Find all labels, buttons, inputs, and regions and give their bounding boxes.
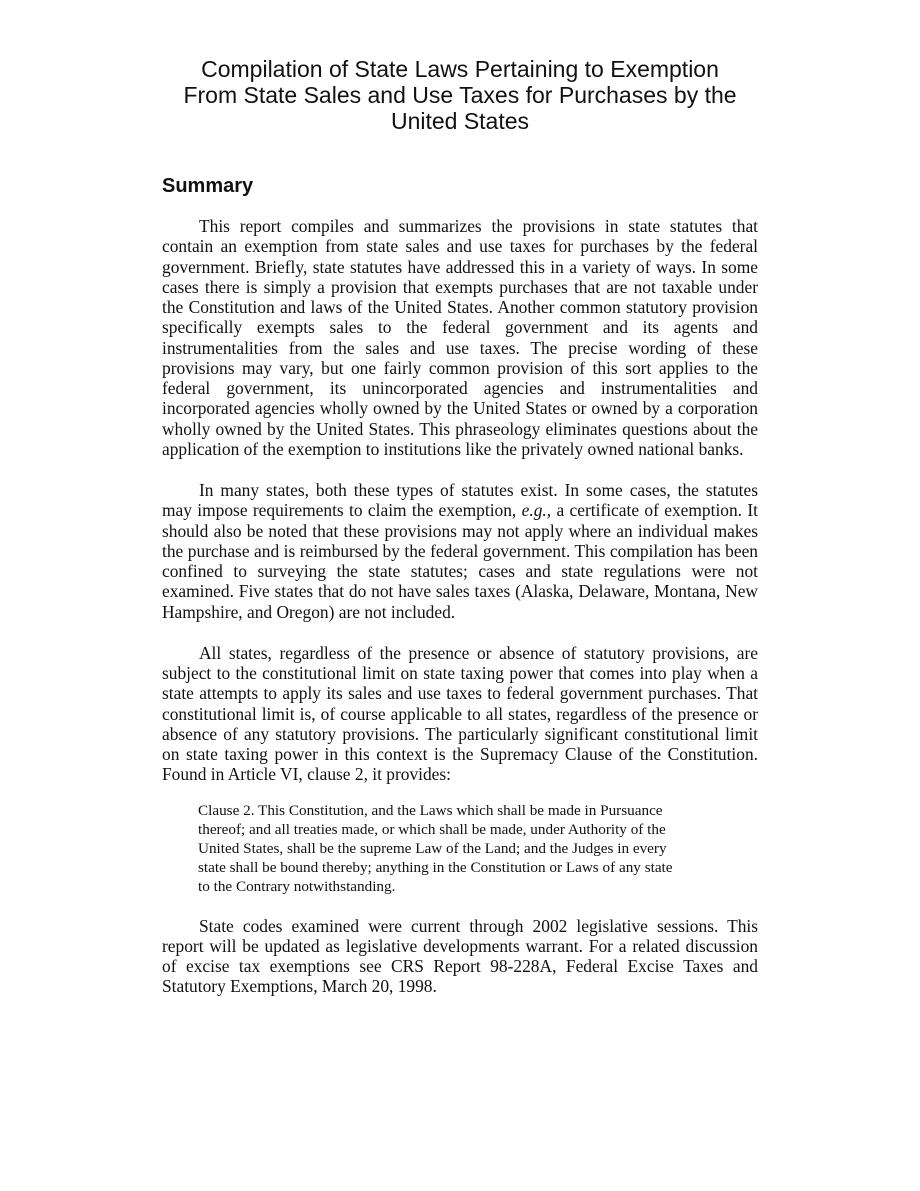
constitution-quote — [198, 801, 722, 897]
summary-paragraph-2 — [162, 480, 758, 622]
quote-line: thereof; and all treaties made, or which shall be made, under Authority of the — [198, 820, 666, 838]
summary-paragraph-4: State codes examined were current through 2002 legislative sessions. This report will be updated as legislative developments warrant. For a related discussion of excise tax exemptions see CRS Report 98-228A, Federal Excise Taxes and Statutory Exemptions, March 20, 1998. — [162, 915, 758, 997]
paragraph-2-text-b: a certificate of exemption. It should also be noted that these provisions may not apply where an individual makes the purchase and is reimbursed by the federal government. This compilation has been confined to surveying the state statutes; cases and state regulations were not examined. Five states that do not have sales taxes (Alaska, Delaware, Montana, New Hampshire, and Oregon) are not included. — [162, 500, 758, 622]
quote-line: United States, shall be the supreme Law of the Land; and the Judges in every — [198, 839, 667, 857]
paragraph-2-text-a: In many states, both these types of statutes exist. In some cases, the statutes may impose requirements to claim the exemption, — [162, 480, 758, 521]
document-page — [162, 56, 758, 997]
title-line: Compilation of State Laws Pertaining to Exemption — [201, 56, 719, 82]
quote-line: state shall be bound thereby; anything in the Constitution or Laws of any state — [198, 859, 673, 877]
document-title — [162, 56, 758, 134]
quote-line: Clause 2. This Constitution, and the Laws which shall be made in Pursuance — [198, 801, 663, 819]
title-line: From State Sales and Use Taxes for Purchases by the — [183, 82, 737, 108]
summary-paragraph-3: All states, regardless of the presence or absence of statutory provisions, are subject to the constitutional limit on state taxing power that comes into play when a state attempts to apply its sales and use taxes to federal government purchases. That constitutional limit is, of course applicable to all states, regardless of the presence or absence of any statutory provisions. The particularly significant constitutional limit on state taxing power in this context is the Supremacy Clause of the Constitution. Found in Article VI, clause 2, it provides: — [162, 642, 758, 785]
quote-line: to the Contrary notwithstanding. — [198, 878, 396, 896]
paragraph-2-emphasis: e.g., — [521, 500, 552, 521]
title-line: United States — [390, 108, 530, 134]
summary-paragraph-1: This report compiles and summarizes the provisions in state statutes that contain an exemption from state sales and use taxes for purchases by the federal government. Briefly, state statutes have addressed this in a variety of ways. In some cases there is simply a provision that exempts purchases that are not taxable under the Constitution and laws of the United States. Another common statutory provision specifically exempts sales to the federal government and its agents and instrumentalities from the sales and use taxes. The precise wording of these provisions may vary, but one fairly common provision of this sort applies to the federal government, its unincorporated agencies and instrumentalities and incorporated agencies wholly owned by the United States or owned by a corporation wholly owned by the United States. This phraseology eliminates questions about the application of the exemption to institutions like the privately owned national banks. — [162, 216, 758, 459]
section-heading-summary: Summary — [162, 175, 254, 197]
